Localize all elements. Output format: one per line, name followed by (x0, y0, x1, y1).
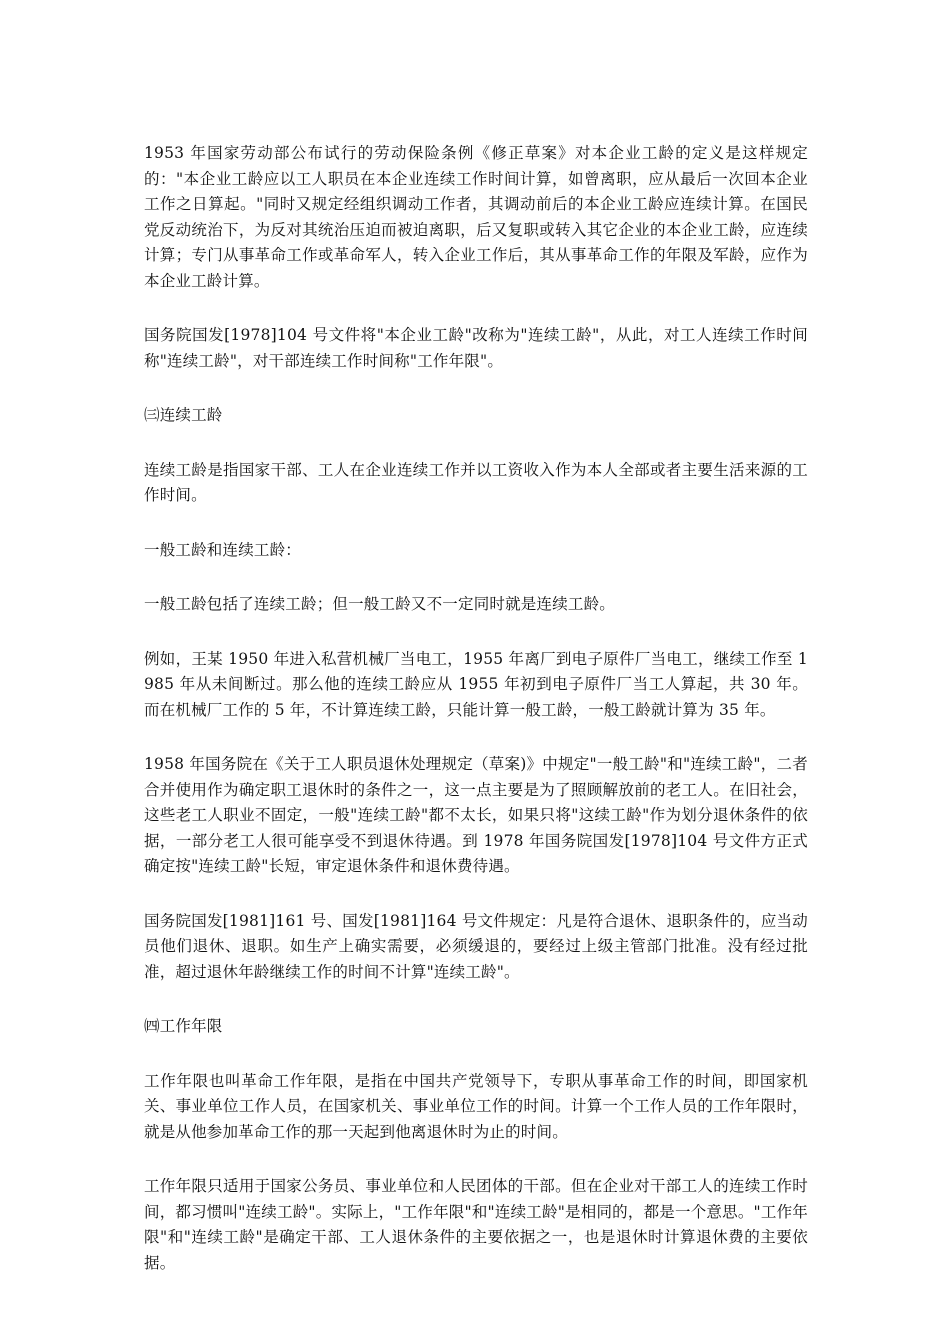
paragraph-1981-documents: 国务院国发[1981]161 号、国发[1981]164 号文件规定：凡是符合退休、退职条件的，应当动员他们退休、退职。如生产上确实需要，必须缓退的，要经过上级主管部门批准。没有经过批准，超过退休年龄继续工作的时间不计算"连续工龄"。 (144, 911, 808, 981)
paragraph-1978-rename: 国务院国发[1978]104 号文件将"本企业工龄"改称为"连续工龄"，从此，对工人连续工作时间称"连续工龄"，对干部连续工作时间称"工作年限"。 (144, 326, 808, 370)
paragraph-general-includes-continuous: 一般工龄包括了连续工龄；但一般工龄又不一定同时就是连续工龄。 (144, 595, 616, 613)
section-heading-continuous-service: ㈢连续工龄 (144, 406, 223, 424)
paragraph-working-years-definition: 工作年限也叫革命工作年限，是指在中国共产党领导下，专职从事革命工作的时间，即国家机关、事业单位工作人员，在国家机关、事业单位工作的时间。计算一个工作人员的工作年限时，就是从他参加革命工作的那一天起到他离退休时为止的时间。 (144, 1071, 808, 1141)
paragraph-continuous-service-definition: 连续工龄是指国家干部、工人在企业连续工作并以工资收入作为本人全部或者主要生活来源的工作时间。 (144, 460, 808, 504)
section-heading-working-years: ㈣工作年限 (144, 1017, 223, 1035)
document-body (144, 141, 808, 1305)
paragraph-example: 例如，王某 1950 年进入私营机械厂当电工，1955 年离厂到电子原件厂当电工，继续工作至 1985 年从未间断过。那么他的连续工龄应从 1955 年初到电子原件厂当工人算起，共 30 年。而在机械厂工作的 5 年，不计算连续工龄，只能计算一般工龄，一般工龄就计算为 35 年。 (144, 649, 808, 719)
paragraph-1958-regulation: 1958 年国务院在《关于工人职员退休处理规定（草案)》中规定"一般工龄"和"连续工龄"，二者合并使用作为确定职工退休时的条件之一，这一点主要是为了照顾解放前的老工人。在旧社会，这些老工人职业不固定，一般"连续工龄"都不太长，如果只将"这续工龄"作为划分退休条件的依据，一部分老工人很可能享受不到退休待遇。到 1978 年国务院国发[1978]104 号文件方正式确定按"连续工龄"长短，审定退休条件和退休费待遇。 (144, 755, 808, 875)
paragraph-1953-definition: 1953 年国家劳动部公布试行的劳动保险条例《修正草案》对本企业工龄的定义是这样规定的："本企业工龄应以工人职员在本企业连续工作时间计算，如曾离职，应从最后一次回本企业工作之日算起。"同时又规定经组织调动工作者，其调动前后的本企业工龄应连续计算。在国民党反动统治下，为反对其统治压迫而被迫离职，后又复职或转入其它企业的本企业工龄，应连续计算；专门从事革命工作或革命军人，转入企业工作后，其从事革命工作的年限及军龄，应作为本企业工龄计算。 (144, 144, 808, 290)
paragraph-working-years-scope: 工作年限只适用于国家公务员、事业单位和人民团体的干部。但在企业对干部工人的连续工作时间，都习惯叫"连续工龄"。实际上，"工作年限"和"连续工龄"是相同的，都是一个意思。"工作年限"和"连续工龄"是确定干部、工人退休条件的主要依据之一，也是退休时计算退休费的主要依据。 (144, 1177, 808, 1272)
paragraph-general-and-continuous: 一般工龄和连续工龄： (144, 540, 302, 559)
